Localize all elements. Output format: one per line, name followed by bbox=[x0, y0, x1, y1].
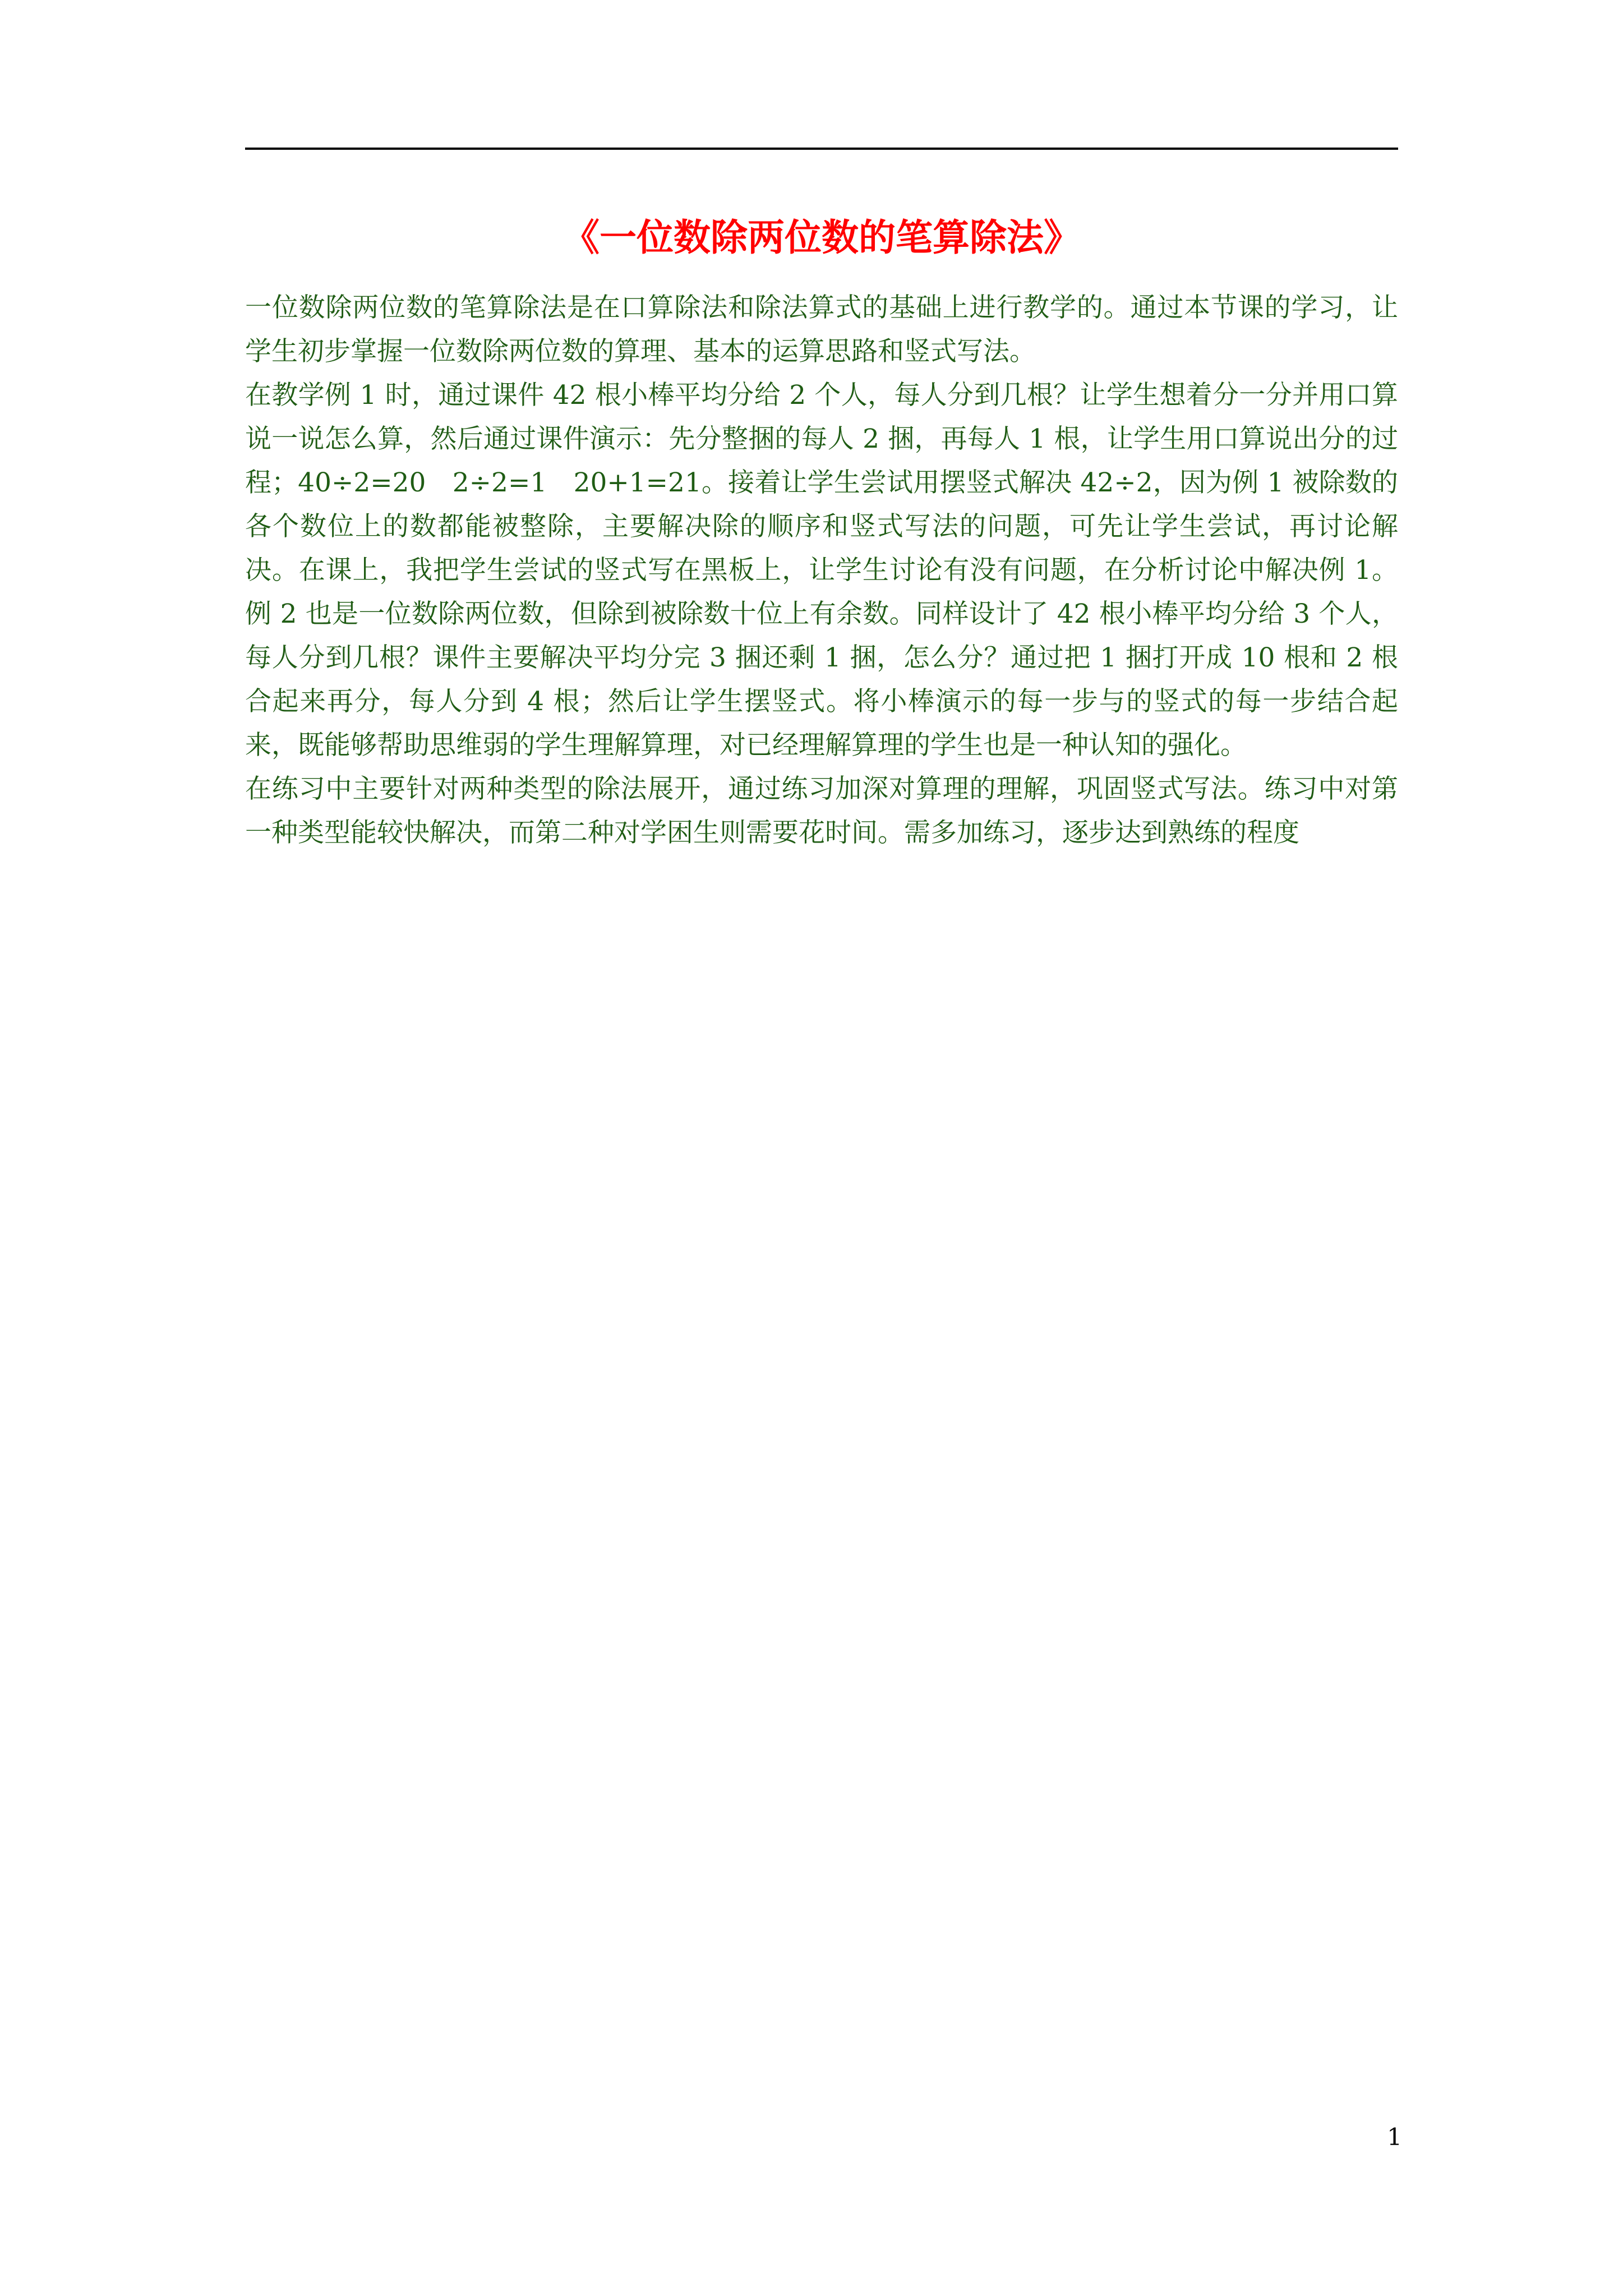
paragraph-examples: 在教学例 1 时，通过课件 42 根小棒平均分给 2 个人，每人分到几根？让学生想着分一分并用口算说一说怎么算，然后通过课件演示：先分整捆的每人 2 捆，再每人 1 根，让学生用口算说出分的过程；40÷2=20 2÷2=1 20+1=21。接着让学生尝试用摆竖式解决 42÷2，因为例 1 被除数的各个数位上的数都能被整除，主要解决除的顺序和竖式写法的问题，可先让学生尝试，再讨论解决。在课上，我把学生尝试的竖式写在黑板上，让学生讨论有没有问题，在分析讨论中解决例 1。例 2 也是一位数除两位数，但除到被除数十位上有余数。同样设计了 42 根小棒平均分给 3 个人，每人分到几根？课件主要解决平均分完 3 捆还剩 1 捆，怎么分？通过把 1 捆打开成 10 根和 2 根合起来再分，每人分到 4 根；然后让学生摆竖式。将小棒演示的每一步与的竖式的每一步结合起来，既能够帮助思维弱的学生理解算理，对已经理解算理的学生也是一种认知的强化。 bbox=[245, 380, 1398, 761]
paragraph-intro: 一位数除两位数的笔算除法是在口算除法和除法算式的基础上进行教学的。通过本节课的学习，让学生初步掌握一位数除两位数的算理、基本的运算思路和竖式写法。 bbox=[245, 292, 1398, 367]
header-rule bbox=[245, 148, 1398, 150]
document-title: 《一位数除两位数的笔算除法》 bbox=[562, 215, 1081, 259]
page-number: 1 bbox=[1387, 2123, 1402, 2151]
document-body bbox=[245, 286, 1398, 855]
paragraph-practice: 在练习中主要针对两种类型的除法展开，通过练习加深对算理的理解，巩固竖式写法。练习中对第一种类型能较快解决，而第二种对学困生则需要花时间。需多加练习，逐步达到熟练的程度 bbox=[245, 774, 1398, 848]
